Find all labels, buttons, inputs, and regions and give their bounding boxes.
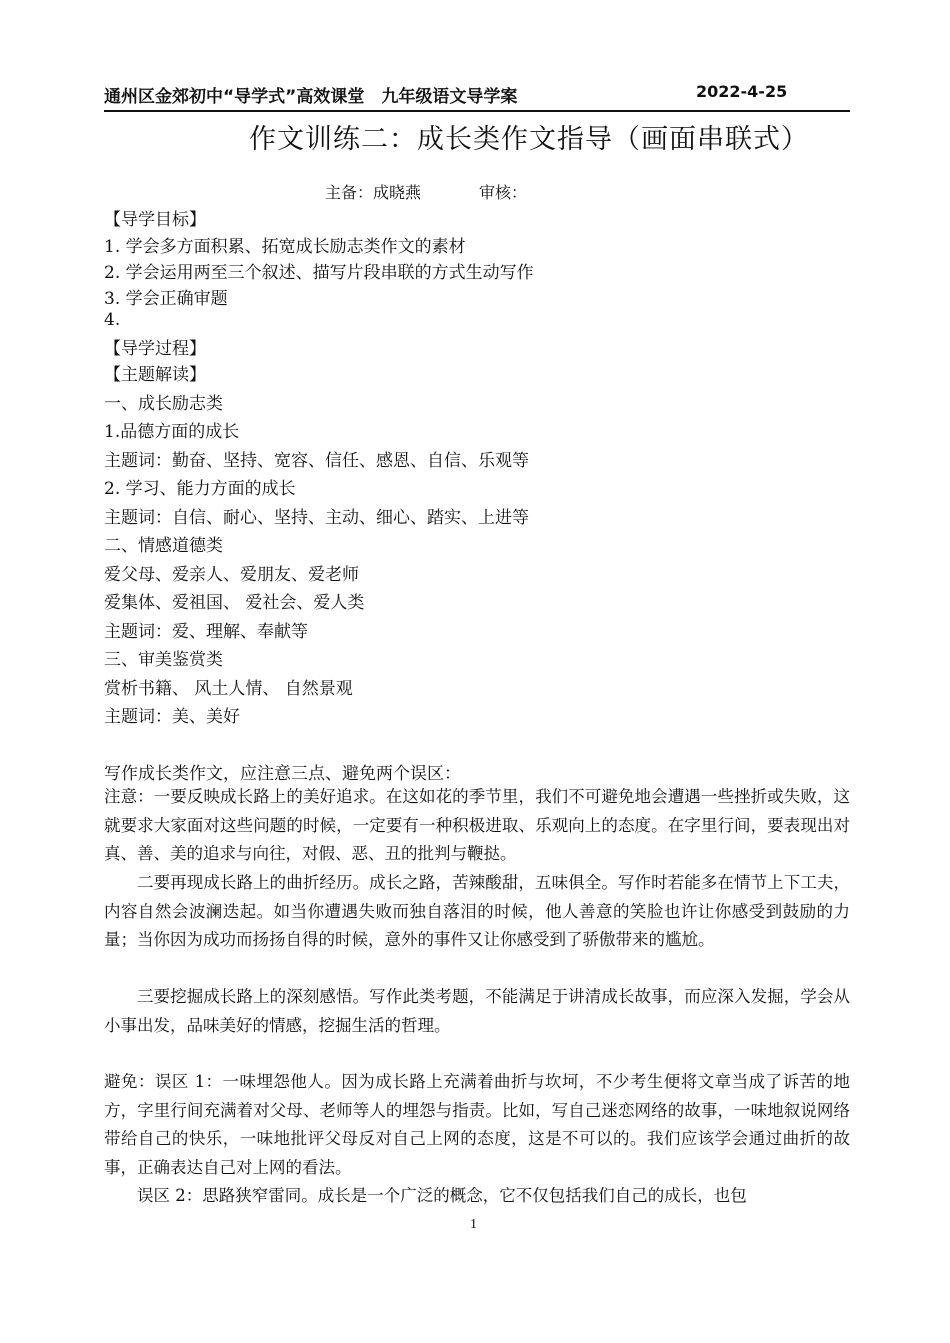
objective-item: 2. 学会运用两至三个叙述、描写片段串联的方式生动写作 bbox=[104, 263, 534, 283]
theme-line: 主题词：自信、耐心、坚持、主动、细心、踏实、上进等 bbox=[104, 508, 529, 528]
note-paragraph-3: 三要挖掘成长路上的深刻感悟。写作此类考题，不能满足于讲清成长故事，而应深入发掘，学会从小事出发，品味美好的情感，挖掘生活的哲理。 bbox=[104, 987, 850, 1035]
theme-line: 爱集体、爱祖国、 爱社会、爱人类 bbox=[104, 593, 365, 613]
theme-line: 主题词：勤奋、坚持、宽容、信任、感恩、自信、乐观等 bbox=[104, 451, 529, 471]
byline bbox=[325, 180, 527, 203]
document-title: 作文训练二：成长类作文指导（画面串联式） bbox=[249, 124, 809, 155]
author: 主备：成晓燕 bbox=[325, 183, 422, 202]
reviewer: 审核： bbox=[479, 183, 528, 202]
theme-line: 主题词：美、美好 bbox=[104, 707, 240, 727]
theme-line: 一、成长励志类 bbox=[104, 394, 223, 414]
theme-line: 二、情感道德类 bbox=[104, 536, 223, 556]
header-school-course: 通州区金郊初中“导学式”高效课堂 九年级语文导学案 bbox=[104, 87, 518, 107]
header-date: 2022-4-25 bbox=[696, 82, 788, 101]
theme-line: 2. 学习、能力方面的成长 bbox=[104, 479, 296, 499]
objective-item: 1. 学会多方面积累、拓宽成长励志类作文的素材 bbox=[104, 237, 466, 257]
page-header bbox=[104, 80, 850, 112]
page-number: 1 bbox=[470, 1217, 477, 1232]
theme-line: 赏析书籍、 风土人情、 自然景观 bbox=[104, 679, 353, 699]
avoid-paragraph-2: 误区 2：思路狭窄雷同。成长是一个广泛的概念，它不仅包括我们自己的成长，也包 bbox=[137, 1186, 747, 1205]
theme-line: 三、审美鉴赏类 bbox=[104, 650, 223, 670]
theme-line: 爱父母、爱亲人、爱朋友、爱老师 bbox=[104, 565, 359, 585]
theme-line: 1.品德方面的成长 bbox=[104, 422, 240, 442]
objectives-heading: 【导学目标】 bbox=[104, 210, 206, 230]
theme-line: 主题词：爱、理解、奉献等 bbox=[104, 622, 308, 642]
theme-heading: 【主题解读】 bbox=[104, 365, 206, 385]
objective-item: 3. 学会正确审题 bbox=[104, 289, 228, 309]
avoid-paragraph-1: 避免：误区 1：一味埋怨他人。因为成长路上充满着曲折与坎坷，不少考生便将文章当成了诉苦的地方，字里行间充满着对父母、老师等人的埋怨与指责。比如，写自己迷恋网络的故事，一味地叙说网络带给自己的快乐，一味地批评父母反对自己上网的态度，这是不可以的。我们应该学会通过曲折的故事，正确表达自己对上网的看法。 bbox=[104, 1072, 850, 1177]
note-paragraph-1: 注意：一要反映成长路上的美好追求。在这如花的季节里，我们不可避免地会遭遇一些挫折或失败，这就要求大家面对这些问题的时候，一定要有一种积极进取、乐观向上的态度。在字里行间，要表现出对真、善、美的追求与向往，对假、恶、丑的批判与鞭挞。 bbox=[104, 787, 850, 863]
objective-item: 4. bbox=[104, 310, 121, 330]
writing-intro: 写作成长类作文，应注意三点、避免两个误区： bbox=[104, 764, 461, 784]
process-heading: 【导学过程】 bbox=[104, 339, 206, 359]
note-paragraph-2: 二要再现成长路上的曲折经历。成长之路，苦辣酸甜，五味俱全。写作时若能多在情节上下工夫，内容自然会波澜迭起。如当你遭遇失败而独自落泪的时候，他人善意的笑脸也许让你感受到鼓励的力量；当你因为成功而扬扬自得的时候，意外的事件又让你感受到了骄傲带来的尴尬。 bbox=[104, 873, 850, 949]
